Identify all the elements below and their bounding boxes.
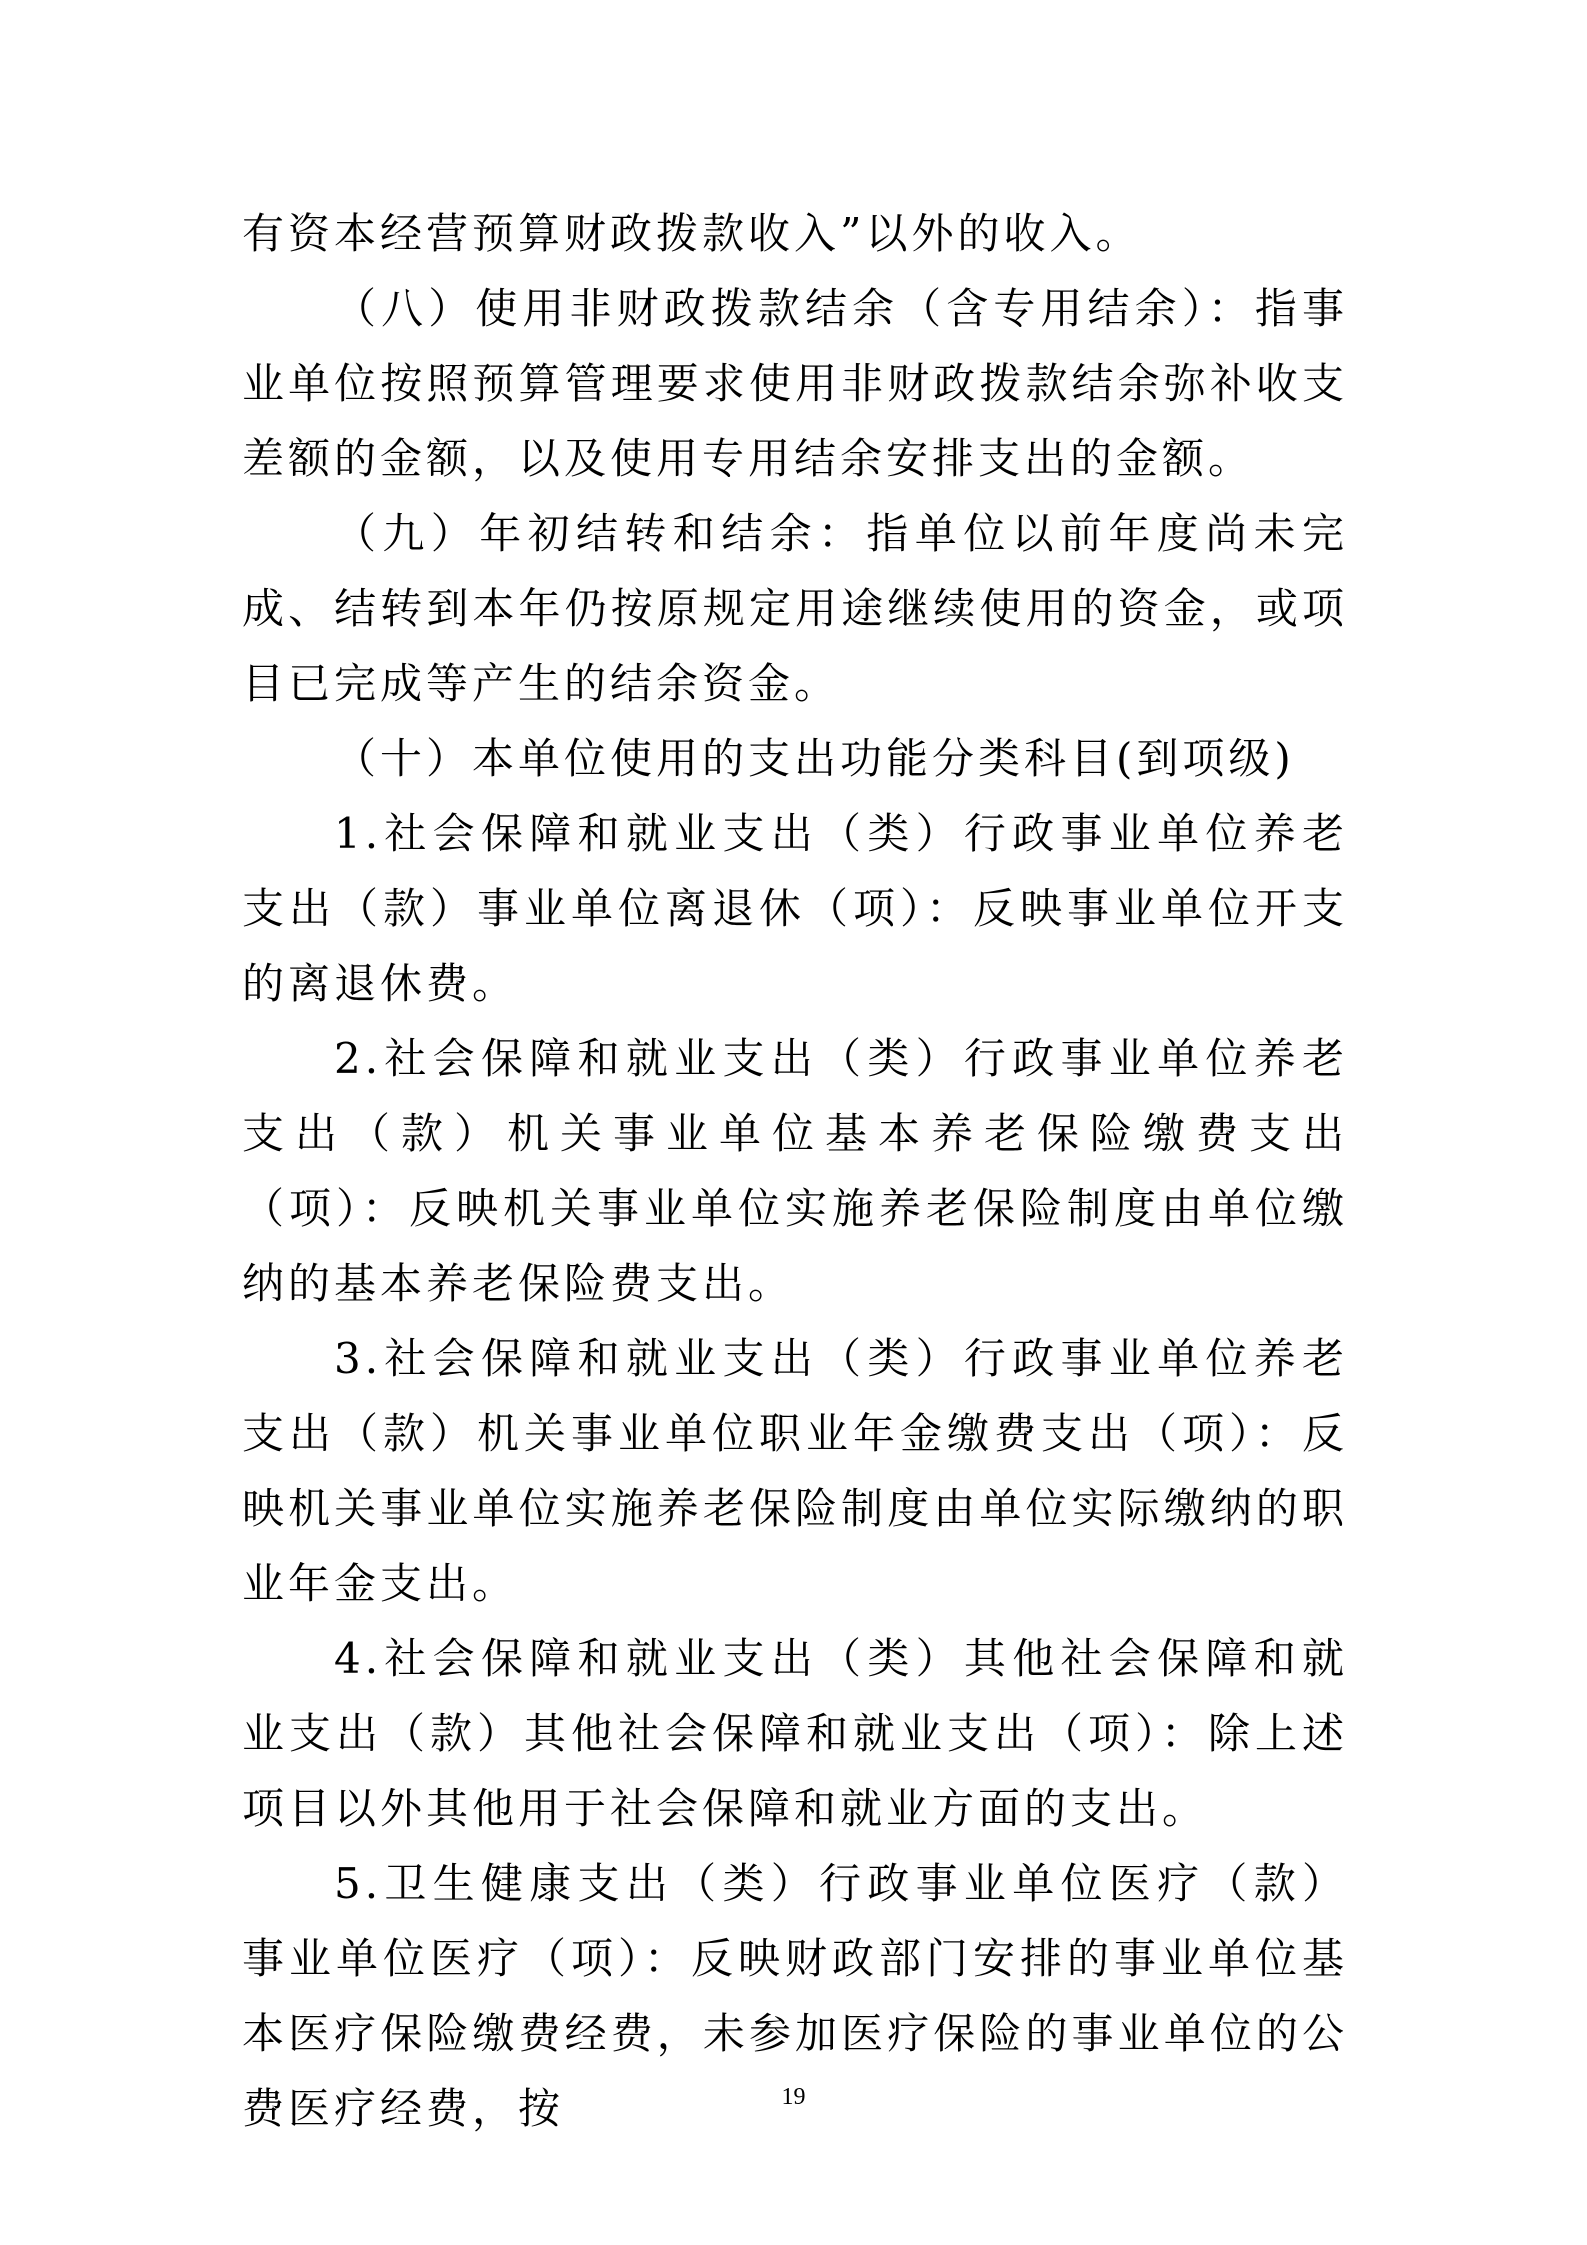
paragraph-subitem-4: 4.社会保障和就业支出（类）其他社会保障和就业支出（款）其他社会保障和就业支出（项）：除上述项目以外其他用于社会保障和就业方面的支出。 [242,1634,1348,1833]
paragraph-subitem-2: 2.社会保障和就业支出（类）行政事业单位养老支出（款）机关事业单位基本养老保险缴费支出（项）：反映机关事业单位实施养老保险制度由单位缴纳的基本养老保险费支出。 [242,1034,1348,1308]
paragraph-subitem-5: 5.卫生健康支出（类）行政事业单位医疗（款）事业单位医疗（项）：反映财政部门安排的事业单位基本医疗保险缴费经费，未参加医疗保险的事业单位的公费医疗经费，按 [242,1859,1348,2133]
paragraph-subitem-3: 3.社会保障和就业支出（类）行政事业单位养老支出（款）机关事业单位职业年金缴费支出（项）：反映机关事业单位实施养老保险制度由单位实际缴纳的职业年金支出。 [242,1334,1348,1608]
paragraph-item-8: （八）使用非财政拨款结余（含专用结余）：指事业单位按照预算管理要求使用非财政拨款结余弥补收支差额的金额，以及使用专用结余安排支出的金额。 [242,284,1348,483]
paragraph-continuation: 有资本经营预算财政拨款收入”以外的收入。 [242,209,1142,258]
paragraph-subitem-1: 1.社会保障和就业支出（类）行政事业单位养老支出（款）事业单位离退休（项）：反映事业单位开支的离退休费。 [242,809,1348,1008]
page-number: 19 [781,2084,806,2110]
paragraph-item-9: （九）年初结转和结余：指单位以前年度尚未完成、结转到本年仍按原规定用途继续使用的资金，或项目已完成等产生的结余资金。 [242,509,1348,708]
paragraph-item-10-heading: （十）本单位使用的支出功能分类科目(到项级) [334,734,1295,783]
body-text [242,196,1348,2146]
